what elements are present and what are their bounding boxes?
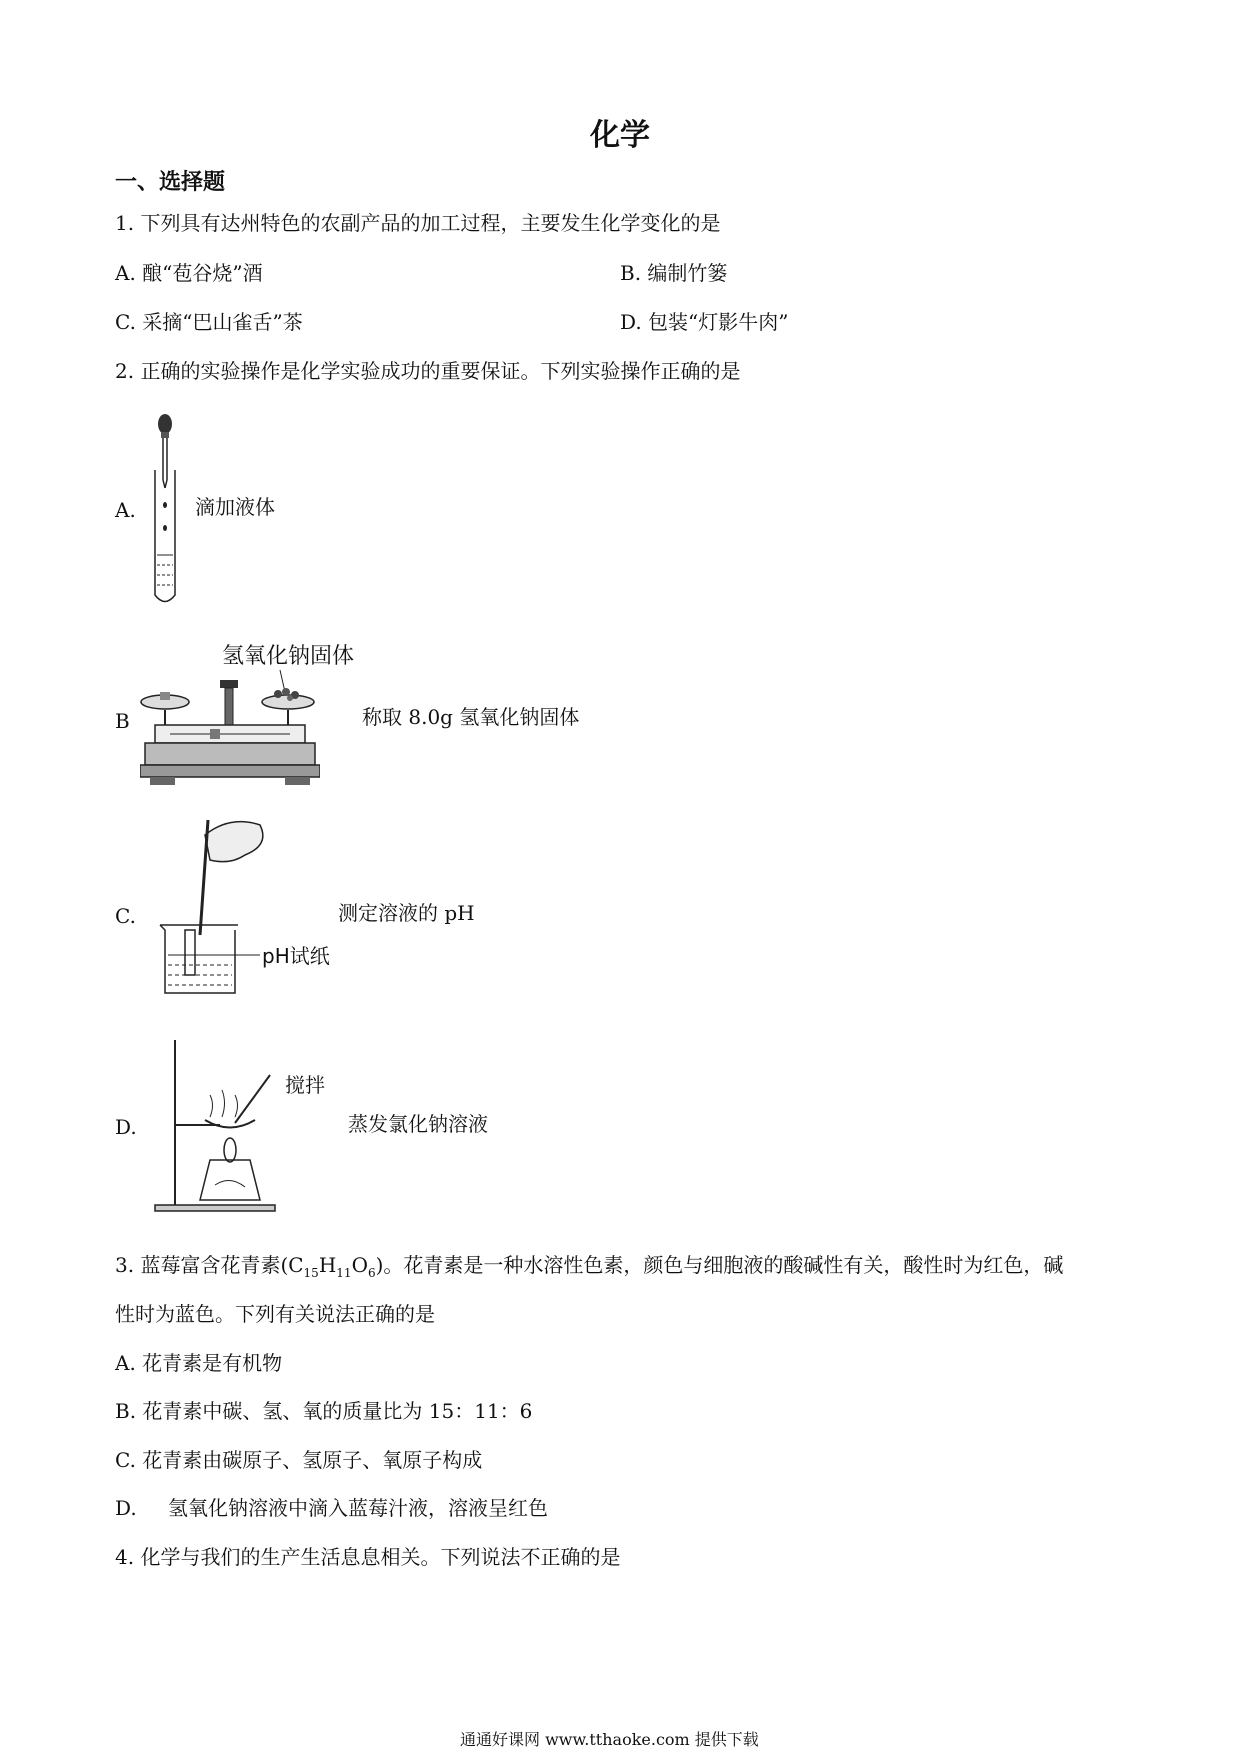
- question-2-option-d-letter: D.: [115, 1115, 137, 1139]
- question-1-option-c: C. 采摘“巴山雀舌”茶: [115, 310, 303, 334]
- ph-paper-label: pH试纸: [262, 944, 330, 968]
- page-footer: 通通好课网 www.tthaoke.com 提供下载: [460, 1730, 759, 1749]
- question-2-option-c-letter: C.: [115, 904, 136, 928]
- question-2-option-b-caption: 称取 8.0g 氢氧化钠固体: [362, 705, 580, 729]
- question-2-option-a-caption: 滴加液体: [195, 495, 275, 519]
- balance-figure: [140, 670, 320, 790]
- question-2-option-b-letter: B: [115, 709, 130, 733]
- question-1-option-b: B. 编制竹篓: [620, 261, 728, 285]
- section-heading: 一、选择题: [115, 169, 226, 195]
- question-2-option-a-letter: A.: [115, 498, 136, 522]
- question-3-stem-line-2: 性时为蓝色。下列有关说法正确的是: [115, 1302, 435, 1326]
- subscript-6: 6: [367, 1266, 376, 1280]
- question-3-option-d-letter: D.: [115, 1496, 137, 1520]
- question-2-option-c-caption: 测定溶液的 pH: [338, 901, 475, 925]
- question-1-option-a: A. 酿“苞谷烧”酒: [115, 261, 263, 285]
- page-title: 化学: [590, 118, 650, 153]
- question-4-stem: 4. 化学与我们的生产生活息息相关。下列说法不正确的是: [115, 1545, 621, 1569]
- dropper-test-tube-figure: [145, 410, 185, 610]
- balance-figure-label: 氢氧化钠固体: [222, 644, 355, 669]
- question-1-stem: 1. 下列具有达州特色的农副产品的加工过程，主要发生化学变化的是: [115, 211, 721, 235]
- formula-h: H: [318, 1253, 337, 1277]
- formula-o: O: [351, 1253, 368, 1277]
- question-3-option-b: B. 花青素中碳、氢、氧的质量比为 15：11：6: [115, 1399, 533, 1423]
- ph-test-figure: [150, 815, 350, 1000]
- question-3-option-a: A. 花青素是有机物: [115, 1351, 283, 1375]
- subscript-15: 15: [303, 1266, 319, 1280]
- question-3-option-d: 氢氧化钠溶液中滴入蓝莓汁液，溶液呈红色: [168, 1496, 548, 1520]
- question-1-option-d: D. 包装“灯影牛肉”: [620, 310, 789, 334]
- subscript-11: 11: [336, 1266, 352, 1280]
- question-3-stem-part-1: 3. 蓝莓富含花青素(C: [115, 1253, 304, 1277]
- question-3-stem-part-2: )。花青素是一种水溶性色素，颜色与细胞液的酸碱性有关，酸性时为红色，碱: [375, 1253, 1064, 1277]
- evaporation-figure: [150, 1035, 280, 1215]
- question-3-stem-line-1: [115, 1252, 1063, 1286]
- question-2-option-d-caption: 蒸发氯化钠溶液: [348, 1112, 488, 1136]
- question-3-option-c: C. 花青素由碳原子、氢原子、氧原子构成: [115, 1448, 483, 1472]
- stir-label: 搅拌: [285, 1073, 325, 1097]
- question-2-stem: 2. 正确的实验操作是化学实验成功的重要保证。下列实验操作正确的是: [115, 359, 741, 383]
